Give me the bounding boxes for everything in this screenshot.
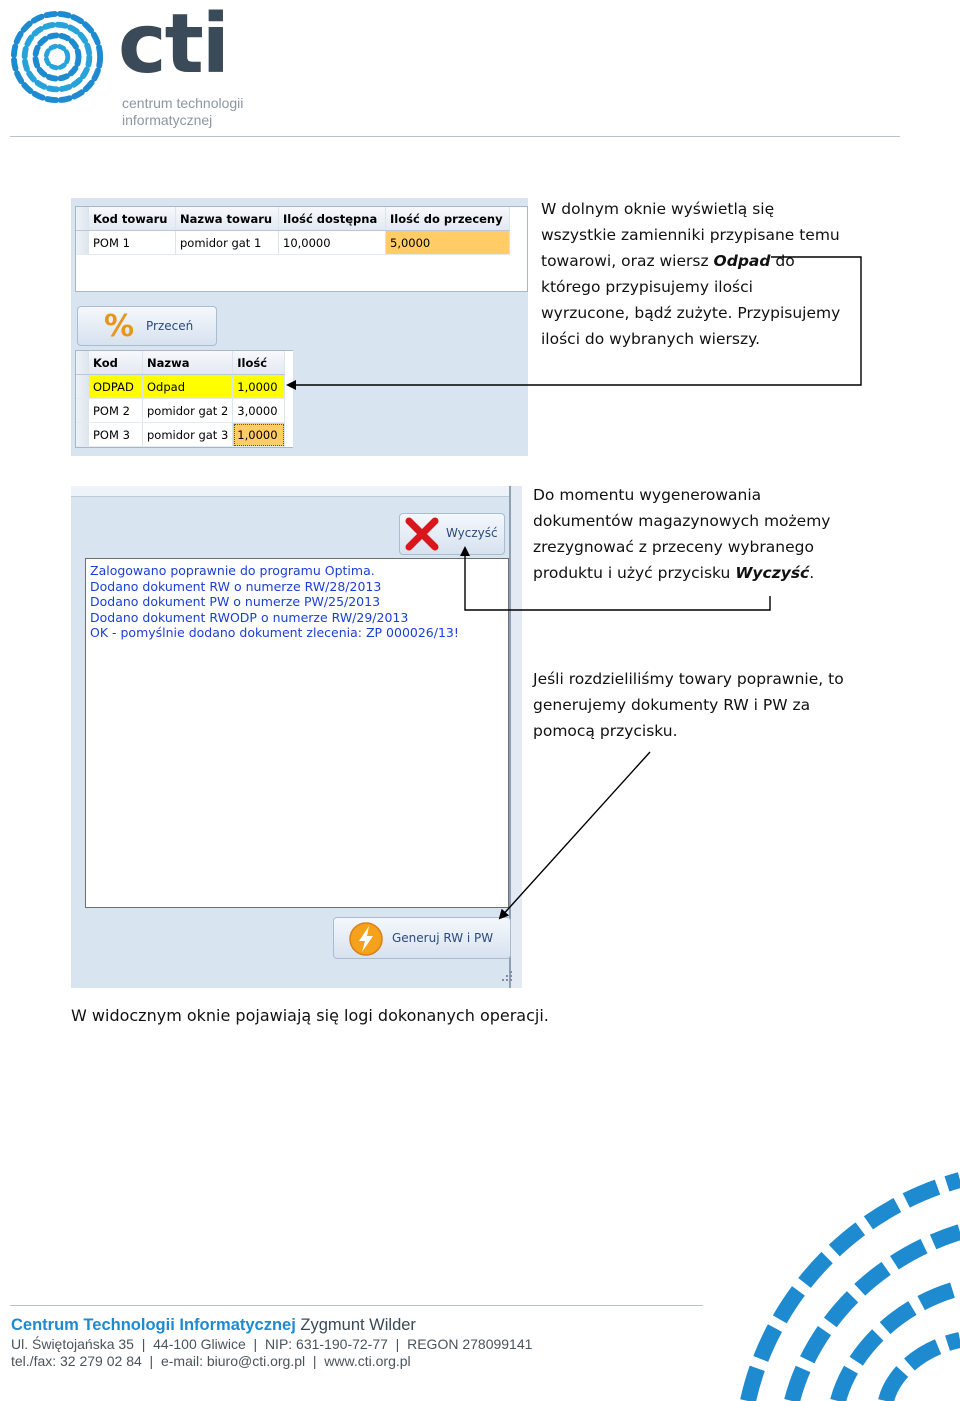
- percent-icon: %: [104, 309, 135, 344]
- company-owner: Zygmunt Wilder: [295, 1316, 416, 1334]
- log-line: Dodano dokument RW o numerze RW/28/2013: [90, 578, 382, 594]
- arrow-generate: [500, 752, 650, 918]
- generate-button-label: Generuj RW i PW: [392, 931, 494, 945]
- note-text: Jeśli rozdzieliliśmy towary poprawnie, to generujemy dokumenty RW i PW za pomocą przycisku.: [533, 670, 844, 740]
- clear-button-label: Wyczyść: [446, 526, 498, 540]
- note-text: W dolnym oknie wyświetlą się wszystkie zamienniki przypisane temu towarowi, oraz wiersz: [541, 200, 840, 270]
- cell[interactable]: pomidor gat 3: [143, 423, 233, 447]
- logo-wordmark: cti: [118, 0, 228, 92]
- log-line: OK - pomyślnie dodano dokument zlecenia: ZP 000026/13!: [90, 625, 459, 641]
- arrow-clear: [465, 548, 770, 610]
- note-text: Do momentu wygenerowania dokumentów magazynowych możemy zrezygnować z przeceny wybranego produktu i użyć przycisku: [533, 486, 831, 582]
- cell-editable[interactable]: 1,0000: [233, 423, 285, 447]
- cell[interactable]: pomidor gat 2: [143, 399, 233, 423]
- cell[interactable]: POM 2: [89, 399, 143, 423]
- footer-contact: tel./fax: 32 279 02 84 | e-mail: biuro@cti.org.pl | www.cti.org.pl: [11, 1353, 411, 1369]
- cell[interactable]: ODPAD: [89, 375, 143, 399]
- company-name: Centrum Technologii Informatycznej: [11, 1316, 296, 1334]
- log-caption: W widocznym oknie pojawiają się logi dokonanych operacji.: [71, 1006, 549, 1025]
- col-header[interactable]: Ilość do przeceny: [386, 207, 510, 231]
- cell[interactable]: POM 3: [89, 423, 143, 447]
- przecen-button-label: Przeceń: [146, 319, 194, 333]
- cell[interactable]: 10,0000: [279, 231, 386, 255]
- logo-subtitle-1: centrum technologii: [122, 95, 244, 111]
- note-emphasis: Wyczyść: [735, 564, 810, 582]
- log-line: Dodano dokument PW o numerze PW/25/2013: [90, 594, 381, 610]
- cell-editable[interactable]: 3,0000: [233, 399, 285, 423]
- note-text: do którego przypisujemy ilości wyrzucone, bądź zużyte. Przypisujemy ilości do wybranych wierszy.: [541, 252, 841, 348]
- note-text: .: [809, 564, 815, 582]
- cell-editable[interactable]: 1,0000: [233, 375, 285, 399]
- col-header[interactable]: Kod towaru: [89, 207, 176, 231]
- cell-editable[interactable]: 5,0000: [386, 231, 510, 255]
- cell[interactable]: POM 1: [89, 231, 176, 255]
- col-header[interactable]: Kod: [89, 351, 143, 375]
- log-line: Zalogowano poprawnie do programu Optima.: [90, 563, 375, 578]
- col-header[interactable]: Nazwa towaru: [176, 207, 279, 231]
- footer-logo-arcs-icon: [730, 1170, 960, 1401]
- col-header[interactable]: Ilość dostępna: [279, 207, 386, 231]
- cell[interactable]: pomidor gat 1: [176, 231, 279, 255]
- footer-divider: [10, 1305, 703, 1306]
- cell[interactable]: Odpad: [143, 375, 233, 399]
- arrow-odpad: [288, 257, 861, 385]
- footer-address: Ul. Świętojańska 35 | 44-100 Gliwice | NIP: 631-190-72-77 | REGON 278099141: [11, 1336, 533, 1352]
- logo-subtitle-2: informatycznej: [122, 112, 213, 128]
- col-header[interactable]: Nazwa: [143, 351, 233, 375]
- log-line: Dodano dokument RWODP o numerze RW/29/2013: [90, 609, 409, 625]
- col-header[interactable]: Ilość: [233, 351, 285, 375]
- note-emphasis: Odpad: [713, 252, 771, 270]
- footer-company: [11, 1316, 416, 1335]
